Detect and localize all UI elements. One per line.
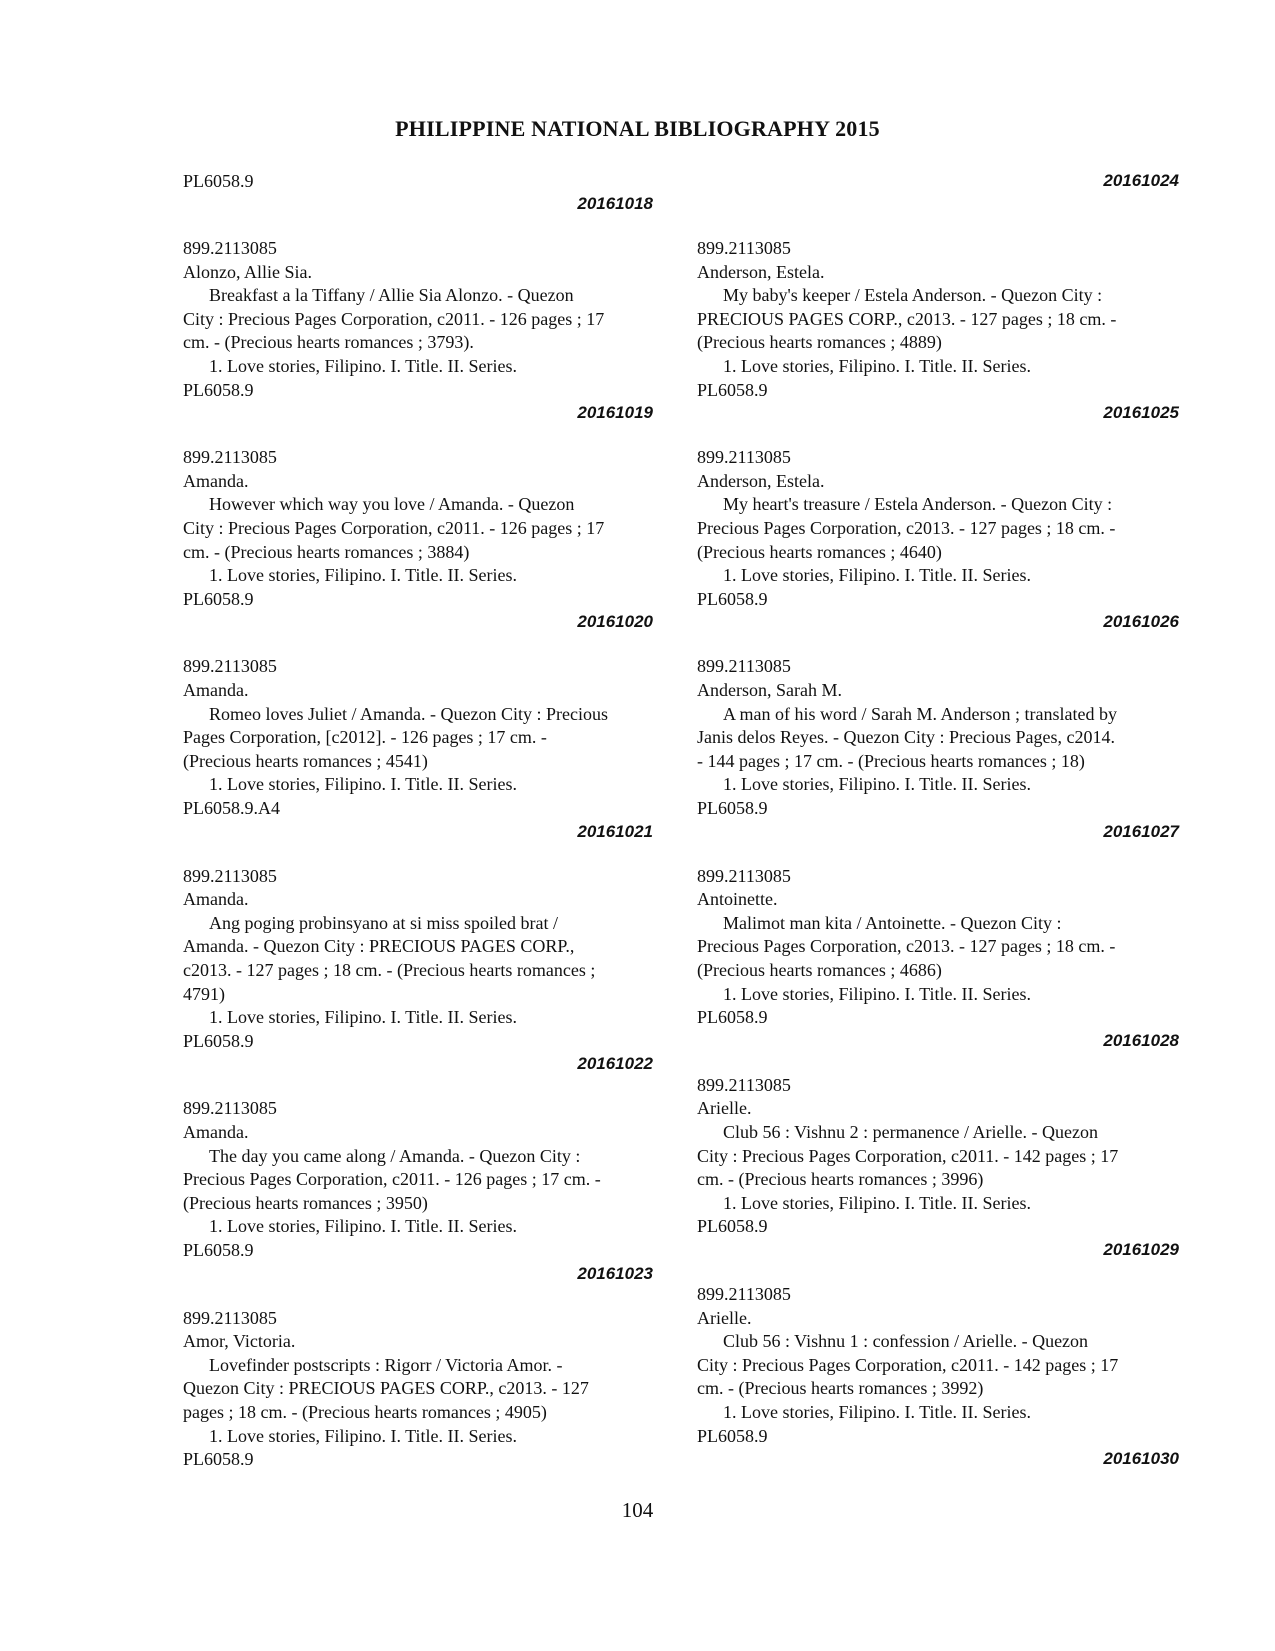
description-line: City : Precious Pages Corporation, c2011. - 142 pages ; 17: [697, 1354, 1119, 1375]
call-number: PL6058.9: [697, 1007, 768, 1028]
author-heading: Amanda.: [183, 1122, 249, 1142]
description-line: Lovefinder postscripts : Rigorr / Victoria Amor. -: [209, 1354, 563, 1375]
class-number: 899.2113085: [183, 238, 277, 258]
description-line: City : Precious Pages Corporation, c2011. - 126 pages ; 17: [183, 308, 605, 329]
call-number: PL6058.9: [697, 588, 768, 609]
class-number: 899.2113085: [183, 656, 277, 677]
call-number: PL6058.9: [697, 1425, 768, 1446]
author-heading: Anderson, Sarah M.: [697, 680, 842, 700]
control-number: 20161023: [577, 1263, 653, 1283]
author-heading: Amanda.: [183, 889, 249, 910]
description-line: Ang poging probinsyano at si miss spoiled brat /: [209, 912, 558, 933]
description-line: Amanda. - Quezon City : PRECIOUS PAGES CORP.,: [183, 936, 575, 957]
call-number: PL6058.9: [697, 798, 768, 818]
subject-tracings: 1. Love stories, Filipino. I. Title. II. Series.: [209, 565, 517, 586]
class-number: 899.2113085: [697, 1284, 791, 1304]
description-line: cm. - (Precious hearts romances ; 3793).: [183, 332, 474, 353]
subject-tracings: 1. Love stories, Filipino. I. Title. II. Series.: [723, 565, 1031, 586]
call-number: PL6058.9: [183, 588, 254, 609]
description-line: c2013. - 127 pages ; 18 cm. - (Precious hearts romances ;: [183, 960, 596, 980]
author-heading: Amor, Victoria.: [183, 1331, 296, 1352]
description-line: - 144 pages ; 17 cm. - (Precious hearts romances ; 18): [697, 750, 1085, 771]
description-line: (Precious hearts romances ; 4640): [697, 541, 942, 562]
control-number: 20161030: [1103, 1449, 1179, 1469]
description-line: (Precious hearts romances ; 4889): [697, 332, 942, 353]
call-number: PL6058.9: [697, 1216, 768, 1237]
description-line: City : Precious Pages Corporation, c2011. - 142 pages ; 17: [697, 1145, 1119, 1166]
control-number: 20161021: [577, 821, 653, 841]
description-line: cm. - (Precious hearts romances ; 3996): [697, 1169, 984, 1190]
page-number: 104: [621, 1498, 654, 1522]
subject-tracings: 1. Love stories, Filipino. I. Title. II. Series.: [723, 983, 1031, 1004]
description-line: PRECIOUS PAGES CORP., c2013. - 127 pages ; 18 cm. -: [697, 308, 1117, 329]
description-line: However which way you love / Amanda. - Quezon: [209, 494, 575, 515]
author-heading: Alonzo, Allie Sia.: [183, 261, 312, 282]
description-line: Precious Pages Corporation, c2013. - 127 pages ; 18 cm. -: [697, 936, 1116, 957]
author-heading: Antoinette.: [697, 889, 778, 910]
description-line: My heart's treasure / Estela Anderson. - Quezon City :: [723, 494, 1113, 515]
subject-tracings: 1. Love stories, Filipino. I. Title. II. Series.: [209, 356, 517, 376]
class-number: 899.2113085: [697, 238, 791, 258]
description-line: Precious Pages Corporation, c2011. - 126 pages ; 17 cm. -: [183, 1169, 601, 1190]
author-heading: Arielle.: [697, 1307, 752, 1328]
control-number: 20161022: [577, 1054, 653, 1074]
class-number: 899.2113085: [183, 447, 277, 468]
call-number: PL6058.9: [697, 379, 768, 400]
class-number: 899.2113085: [697, 656, 791, 677]
call-number: PL6058.9: [183, 1030, 254, 1051]
description-line: Quezon City : PRECIOUS PAGES CORP., c2013. - 127: [183, 1378, 589, 1399]
page-title: PHILIPPINE NATIONAL BIBLIOGRAPHY 2015: [395, 116, 880, 141]
author-heading: Amanda.: [183, 680, 249, 700]
description-line: (Precious hearts romances ; 4686): [697, 960, 942, 980]
class-number: 899.2113085: [183, 865, 277, 886]
description-line: The day you came along / Amanda. - Quezon City :: [209, 1145, 581, 1166]
subject-tracings: 1. Love stories, Filipino. I. Title. II. Series.: [723, 356, 1031, 376]
call-number: PL6058.9: [183, 1240, 254, 1260]
call-number: PL6058.9: [183, 1449, 254, 1470]
control-number: 20161018: [577, 194, 653, 213]
description-line: Romeo loves Juliet / Amanda. - Quezon City : Precious: [209, 703, 608, 724]
subject-tracings: 1. Love stories, Filipino. I. Title. II. Series.: [209, 1007, 517, 1028]
call-number: PL6058.9: [183, 379, 254, 400]
description-line: Precious Pages Corporation, c2013. - 127 pages ; 18 cm. -: [697, 518, 1116, 538]
author-heading: Arielle.: [697, 1098, 752, 1119]
description-line: pages ; 18 cm. - (Precious hearts romances ; 4905): [183, 1402, 547, 1422]
author-heading: Amanda.: [183, 470, 249, 491]
control-number: 20161028: [1103, 1030, 1179, 1050]
subject-tracings: 1. Love stories, Filipino. I. Title. II. Series.: [723, 1192, 1031, 1213]
author-heading: Anderson, Estela.: [697, 470, 825, 491]
control-number: 20161029: [1103, 1240, 1179, 1259]
control-number: 20161026: [1103, 612, 1179, 632]
description-line: Breakfast a la Tiffany / Allie Sia Alonzo. - Quezon: [209, 285, 574, 306]
call-number: PL6058.9: [183, 171, 254, 191]
description-line: cm. - (Precious hearts romances ; 3884): [183, 541, 470, 562]
subject-tracings: 1. Love stories, Filipino. I. Title. II. Series.: [723, 774, 1031, 795]
control-number: 20161024: [1103, 171, 1179, 190]
control-number: 20161027: [1103, 821, 1179, 841]
description-line: Pages Corporation, [c2012]. - 126 pages ; 17 cm. -: [183, 727, 547, 748]
class-number: 899.2113085: [697, 1074, 791, 1095]
class-number: 899.2113085: [697, 447, 791, 468]
subject-tracings: 1. Love stories, Filipino. I. Title. II. Series.: [209, 1425, 517, 1446]
control-number: 20161019: [577, 403, 653, 423]
description-line: A man of his word / Sarah M. Anderson ; translated by: [723, 703, 1117, 724]
description-line: (Precious hearts romances ; 4541): [183, 750, 428, 771]
description-line: Club 56 : Vishnu 1 : confession / Arielle. - Quezon: [723, 1331, 1089, 1352]
author-heading: Anderson, Estela.: [697, 261, 825, 282]
class-number: 899.2113085: [183, 1098, 277, 1119]
call-number: PL6058.9.A4: [183, 798, 281, 818]
class-number: 899.2113085: [183, 1307, 277, 1328]
subject-tracings: 1. Love stories, Filipino. I. Title. II. Series.: [209, 1216, 517, 1237]
description-line: City : Precious Pages Corporation, c2011. - 126 pages ; 17: [183, 518, 605, 538]
subject-tracings: 1. Love stories, Filipino. I. Title. II. Series.: [723, 1402, 1031, 1422]
description-line: 4791): [183, 983, 225, 1004]
description-line: (Precious hearts romances ; 3950): [183, 1192, 428, 1213]
subject-tracings: 1. Love stories, Filipino. I. Title. II. Series.: [209, 774, 517, 795]
description-line: Janis delos Reyes. - Quezon City : Precious Pages, c2014.: [697, 727, 1115, 748]
description-line: cm. - (Precious hearts romances ; 3992): [697, 1378, 984, 1399]
description-line: Malimot man kita / Antoinette. - Quezon City :: [723, 912, 1062, 933]
control-number: 20161025: [1103, 403, 1179, 423]
class-number: 899.2113085: [697, 865, 791, 886]
description-line: My baby's keeper / Estela Anderson. - Quezon City :: [723, 285, 1103, 306]
control-number: 20161020: [577, 612, 653, 632]
description-line: Club 56 : Vishnu 2 : permanence / Arielle. - Quezon: [723, 1122, 1099, 1142]
